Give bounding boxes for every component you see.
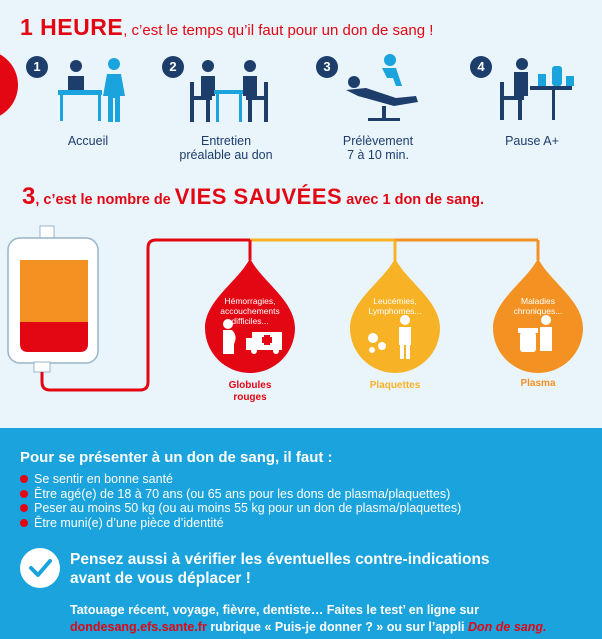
drop-label-platelets: Plaquettes <box>369 380 421 391</box>
drop-label-red: Globules rouges <box>228 380 272 403</box>
step-reception <box>18 52 158 162</box>
conditions-title: Pour se présenter à un don de sang, il faut : <box>20 449 333 466</box>
duration-heading <box>20 14 433 41</box>
reception-icon <box>48 54 138 124</box>
lives-text-before: , c’est le nombre de <box>35 192 171 208</box>
checkmark-icon <box>20 548 60 588</box>
step-label: Pause A+ <box>505 134 559 148</box>
lives-highlight: VIES SAUVÉES <box>174 184 343 209</box>
step-number: 1 <box>26 56 48 78</box>
drop-text-platelets: Leucémies, Lymphomes... <box>368 296 422 316</box>
condition-text: Être muni(e) d’une pièce d’identité <box>34 515 224 530</box>
blood-flow-graphic <box>0 220 602 420</box>
drop-text-plasma: Maladies chroniques... <box>513 296 563 316</box>
lives-heading <box>22 183 484 211</box>
step-label: Prélèvement 7 à 10 min. <box>342 134 414 162</box>
app-name: Don de sang. <box>468 620 547 634</box>
bullet-icon <box>20 475 28 483</box>
footer-text <box>70 602 546 636</box>
reminder-text <box>70 550 490 588</box>
duration-value: 1 HEURE <box>20 14 124 40</box>
step-interview <box>156 52 296 162</box>
duration-text: , c’est le temps qu’il faut pour un don de sang ! <box>123 22 434 39</box>
bullet-icon <box>20 519 28 527</box>
condition-text: Être agé(e) de 18 à 70 ans (ou 65 ans pour les dons de plasma/plaquettes) <box>34 486 451 501</box>
bullet-icon <box>20 504 28 512</box>
blood-draw-icon <box>342 52 432 124</box>
condition-item <box>20 516 461 531</box>
interview-icon <box>184 54 274 124</box>
conditions-list <box>20 472 461 530</box>
step-number: 3 <box>316 56 338 78</box>
step-number: 4 <box>470 56 492 78</box>
reminder-line1: Pensez aussi à vérifier les éventuelles contre-indications <box>70 551 490 568</box>
condition-text: Se sentir en bonne santé <box>34 472 173 486</box>
condition-item <box>20 487 461 502</box>
lives-count: 3 <box>22 183 36 210</box>
blood-bag-icon <box>8 226 98 372</box>
footer-line1: Tatouage récent, voyage, fièvre, dentiste… Faites le test’ en ligne sur <box>70 603 479 617</box>
condition-text: Peser au moins 50 kg (ou au moins 55 kg pour un don de plasma/plaquettes) <box>34 501 462 516</box>
drop-text-red: Hémorragies, accouchements difficiles... <box>220 296 280 326</box>
footer-middle: rubrique « Puis-je donner ? » ou sur l’appli <box>206 620 468 634</box>
condition-item <box>20 501 461 516</box>
bullet-icon <box>20 490 28 498</box>
step-number: 2 <box>162 56 184 78</box>
condition-item <box>20 472 461 487</box>
step-label: Accueil <box>67 134 109 148</box>
step-blood-draw <box>308 52 448 162</box>
step-label: Entretien préalable au don <box>179 134 273 162</box>
reminder-line2: avant de vous déplacer ! <box>70 570 251 587</box>
step-snack-break <box>462 52 602 162</box>
drop-label-plasma: Plasma <box>520 378 556 389</box>
snack-break-icon <box>492 52 582 124</box>
lives-text-after: avec 1 don de sang. <box>346 192 485 208</box>
site-link[interactable]: dondesang.efs.sante.fr <box>70 620 207 634</box>
